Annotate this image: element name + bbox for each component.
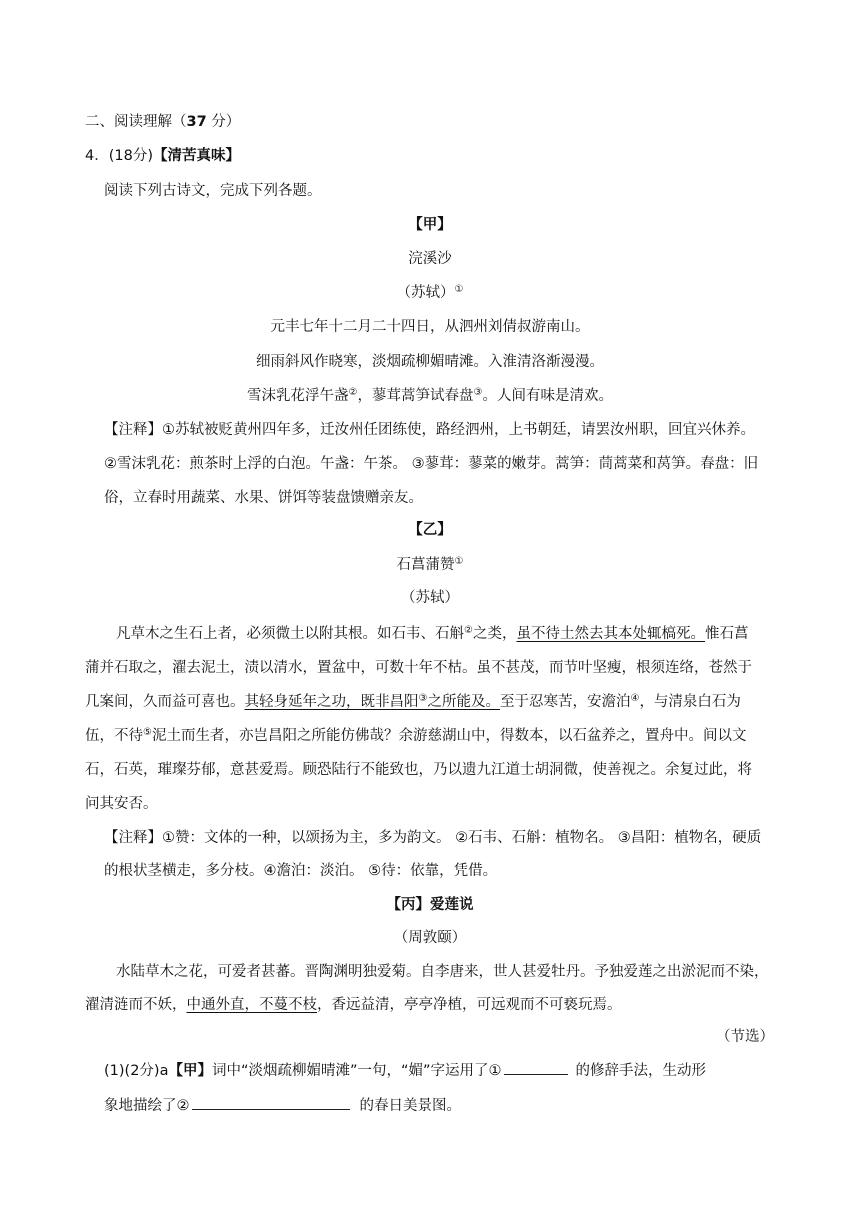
essay-text: 之所能及。 [427, 694, 500, 710]
poem-jia-title: 浣溪沙 [408, 251, 452, 267]
essay-text: ，香远益清，亭亭净植，可远观而不可亵玩焉。 [317, 997, 622, 1013]
essay-yi-title-text: 石菖蒲赞 [396, 557, 455, 573]
essay-yi-label: 【乙】 [408, 522, 452, 538]
note-marker: ② [464, 625, 473, 636]
note-marker: ② [348, 387, 358, 398]
poem-text: 。人间有味是清欢。 [482, 388, 613, 404]
essay-bing-label: 【丙】爱莲说 [386, 897, 474, 913]
essay-yi-notes-2: 的根状茎横走，多分枝。④澹泊：淡泊。 ⑤待：依靠，凭借。 [104, 863, 498, 879]
poem-jia-preface: 元丰七年十二月二十四日，从泗州刘倩叔游南山。 [270, 319, 590, 335]
question-header [85, 146, 240, 166]
section-title-text: 二、阅读理解（ [85, 114, 187, 130]
essay-yi-notes-1: 【注释】①赞：文体的一种，以颂扬为主，多为韵文。 ②石韦、石斛：植物名。 ③昌阳：植物名，硬质 [104, 830, 762, 846]
essay-text: 泥土而生者，亦岂昌阳之所能仿佛哉？余游慈湖山中，得数本，以石盆养之，置舟中。间以文 [151, 728, 747, 744]
poem-jia-notes-1: 【注释】①苏轼被贬黄州四年多，迁汝州任团练使，路经泗州，上书朝廷，请罢汝州职，回宜兴休养。 [104, 422, 755, 438]
poem-jia-line1: 细雨斜风作晓寒，淡烟疏柳媚晴滩。入淮清洛渐漫漫。 [256, 354, 604, 370]
poem-jia-notes-2: ②雪沫乳花：煎茶时上浮的白泡。午盏：午茶。 ③蓼茸：蓼菜的嫩芽。蒿笋：茼蒿菜和莴笋。春盘：旧 [104, 456, 759, 472]
essay-bing-line2 [85, 995, 622, 1015]
essay-text: 伍，不待 [85, 728, 143, 744]
essay-text: 几案间，久而益可喜也。 [85, 694, 245, 710]
sub-question-text: 的春日美景图。 [359, 1098, 461, 1114]
essay-text: 其轻身延年之功，既非昌阳 [244, 694, 419, 710]
sub-question-text: 词中“淡烟疏柳媚晴滩”一句，“媚”字运用了① [211, 1063, 502, 1079]
sub-question-1-line1 [104, 1060, 706, 1081]
question-number: 4．(18分) [85, 148, 153, 164]
sub-question-text: 的修辞手法，生动形 [575, 1063, 707, 1079]
essay-text: 惟石菖 [704, 626, 749, 642]
underlined-sentence: 中通外直，不蔓不枝 [186, 997, 317, 1013]
essay-yi-line4 [85, 726, 746, 746]
essay-text: 凡草木之生石上者，必须微土以附其根。如石韦、石斛 [116, 626, 464, 642]
poem-jia-author-name: （苏轼） [396, 285, 455, 301]
note-marker: ① [454, 284, 464, 295]
sub-question-number: (1)(2分)a [104, 1063, 169, 1079]
question-topic: 【清苦真味】 [153, 148, 240, 164]
essay-yi-line1 [116, 624, 748, 644]
note-marker: ⑤ [143, 727, 152, 738]
underlined-sentence [245, 694, 500, 710]
note-marker: ① [454, 556, 464, 567]
sub-question-1-line2 [104, 1095, 461, 1116]
essay-bing-source: （节选） [716, 1029, 774, 1045]
note-marker: ④ [630, 693, 640, 704]
essay-text: 濯清涟而不妖， [85, 997, 187, 1013]
question-instruction: 阅读下列古诗文，完成下列各题。 [104, 183, 322, 199]
sub-question-text: 象地描绘了② [104, 1098, 190, 1114]
section-title-end: 分） [206, 114, 241, 130]
essay-yi-line2: 蒲并石取之，濯去泥土，渍以清水，置盆中，可数十年不枯。虽不甚茂，而节叶坚瘦，根须连络，苍然于 [85, 660, 752, 676]
essay-yi-line5: 石，石英，璀璨芬郁，意甚爱焉。顾恐陆行不能致也，乃以遗九江道士胡洞微，使善视之。余复过此，将 [85, 762, 752, 778]
sub-question-ref: 【甲】 [168, 1063, 212, 1079]
note-marker: ③ [473, 387, 483, 398]
essay-bing-line1: 水陆草木之花，可爱者甚蕃。晋陶渊明独爱菊。自李唐来，世人甚爱牡丹。予独爱莲之出淤泥而不染， [116, 964, 769, 980]
essay-yi-line6: 问其安否。 [85, 796, 158, 812]
poem-jia-author [0, 283, 860, 303]
section-score: 37 [186, 114, 207, 130]
essay-yi-author: （苏轼） [401, 590, 459, 606]
essay-text: ，与清泉白石为 [639, 694, 741, 710]
poem-jia-line2 [0, 386, 860, 406]
essay-text: 至于忍寒苦，安澹泊 [499, 694, 631, 710]
essay-bing-author: （周敦颐） [393, 930, 467, 946]
poem-text: 雪沫乳花浮午盏 [247, 388, 349, 404]
essay-yi-line3 [85, 692, 741, 712]
essay-yi-title [0, 555, 860, 575]
poem-text: ，蓼茸蒿笋试春盘 [357, 388, 474, 404]
poem-jia-notes-3: 俗，立春时用蔬菜、水果、饼饵等装盘馈赠亲友。 [104, 490, 423, 506]
answer-blank-1[interactable] [504, 1060, 568, 1075]
answer-blank-2[interactable] [192, 1095, 350, 1110]
essay-text: 之类， [472, 626, 517, 642]
note-marker: ③ [418, 693, 428, 704]
poem-jia-label: 【甲】 [408, 217, 452, 233]
section-title [85, 112, 240, 132]
underlined-sentence: 虽不待土然去其本处辄槁死。 [516, 626, 705, 642]
